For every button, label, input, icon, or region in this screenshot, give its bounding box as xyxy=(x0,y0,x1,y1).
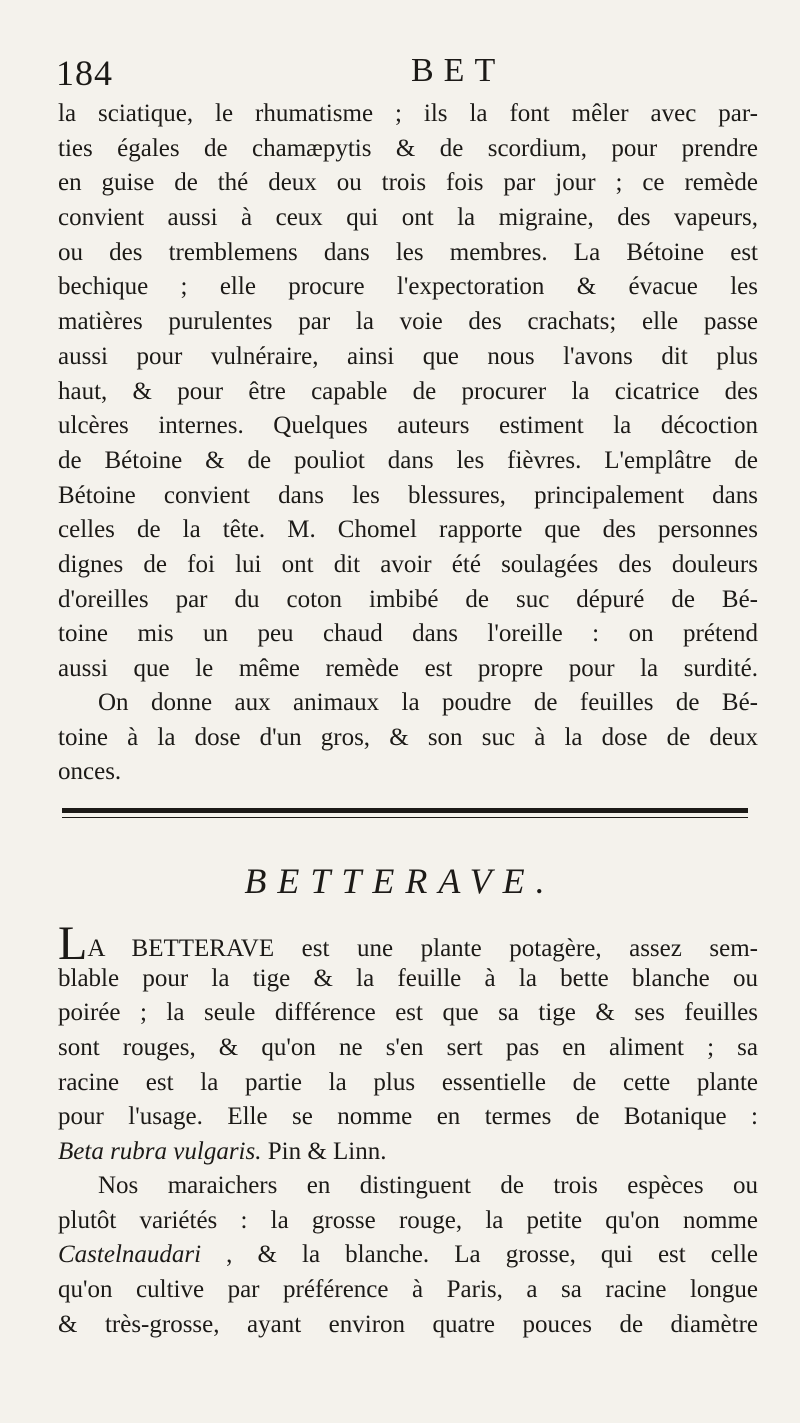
latin-authority: Pin & Linn. xyxy=(261,1138,387,1166)
animal-dosage-paragraph xyxy=(58,686,758,790)
first-line-text: A BETTERAVE est une plante potagère, assez sem- xyxy=(87,935,758,962)
text-line: en guise de thé deux ou trois fois par jour ; ce remède xyxy=(58,169,758,197)
article-title: BETTERAVE. xyxy=(244,861,556,901)
section-divider-thick xyxy=(62,808,748,813)
latin-name: Beta rubra vulgaris. xyxy=(58,1138,262,1166)
variety-line xyxy=(58,1238,758,1273)
text-line: d'oreilles par du coton imbibé de suc dépuré de Bé- xyxy=(58,585,758,613)
text-line: bechique ; elle procure l'expectoration & évacue les xyxy=(58,273,758,301)
text-line: On donne aux animaux la poudre de feuilles de Bé- xyxy=(98,689,758,716)
text-line: qu'on cultive par préférence à Paris, a sa racine longue xyxy=(58,1276,758,1304)
text-line: ulcères internes. Quelques auteurs estiment la décoction xyxy=(58,412,758,440)
latin-name-line xyxy=(58,1135,758,1170)
text-line: & très-grosse, ayant environ quatre pouces de diamètre xyxy=(58,1310,758,1338)
text-line: toine à la dose d'un gros, & son suc à la dose de deux xyxy=(58,723,758,751)
text-line: onces. xyxy=(58,758,122,786)
text-line: ties égales de chamæpytis & de scordium, pour prendre xyxy=(58,134,758,162)
text-line: de Bétoine & de pouliot dans les fièvres. L'emplâtre de xyxy=(58,446,758,474)
text-line: blable pour la tige & la feuille à la bette blanche ou xyxy=(58,964,758,992)
first-line xyxy=(58,917,758,970)
text-line: dignes de foi lui ont dit avoir été soulagées des douleurs xyxy=(58,550,758,578)
variety-rest: , & la blanche. La grosse, qui est celle xyxy=(201,1241,758,1269)
text-line: sont rouges, & qu'on ne s'en sert pas en aliment ; sa xyxy=(58,1034,758,1062)
text-line: la sciatique, le rhumatisme ; ils la font mêler avec par- xyxy=(58,100,758,127)
text-line: plutôt variétés : la grosse rouge, la petite qu'on nomme xyxy=(58,1206,758,1234)
text-line: aussi pour vulnéraire, ainsi que nous l'avons dit plus xyxy=(58,342,758,370)
variety-name: Castelnaudari xyxy=(58,1241,202,1269)
text-line: pour l'usage. Elle se nomme en termes de Botanique : xyxy=(58,1103,758,1131)
text-line: poirée ; la seule différence est que sa tige & ses feuilles xyxy=(58,999,758,1027)
page-header xyxy=(56,52,760,96)
drop-cap: L xyxy=(58,917,88,970)
text-line: matières purulentes par la voie des crachats; elle passe xyxy=(58,308,758,336)
running-head: BET xyxy=(411,52,506,89)
text-line: toine mis un peu chaud dans l'oreille : on prétend xyxy=(58,620,758,648)
betterave-varieties-paragraph xyxy=(58,1169,758,1342)
text-line: haut, & pour être capable de procurer la cicatrice des xyxy=(58,377,758,405)
text-line: racine est la partie la plus essentielle de cette plante xyxy=(58,1068,758,1096)
text-line: aussi que le même remède est propre pour la surdité. xyxy=(58,655,758,682)
text-line: Nos maraichers en distinguent de trois espèces ou xyxy=(98,1172,758,1199)
text-line: celles de la tête. M. Chomel rapporte que des personnes xyxy=(58,516,758,544)
text-line: Bétoine convient dans les blessures, principalement dans xyxy=(58,481,758,509)
text-line: ou des tremblemens dans les membres. La Bétoine est xyxy=(58,238,758,266)
betoine-continuation-paragraph xyxy=(58,97,758,687)
section-divider-thin xyxy=(62,817,748,818)
text-line: convient aussi à ceux qui ont la migraine, des vapeurs, xyxy=(58,204,758,232)
betterave-description-paragraph xyxy=(58,917,758,1170)
page-number: 184 xyxy=(56,53,113,93)
